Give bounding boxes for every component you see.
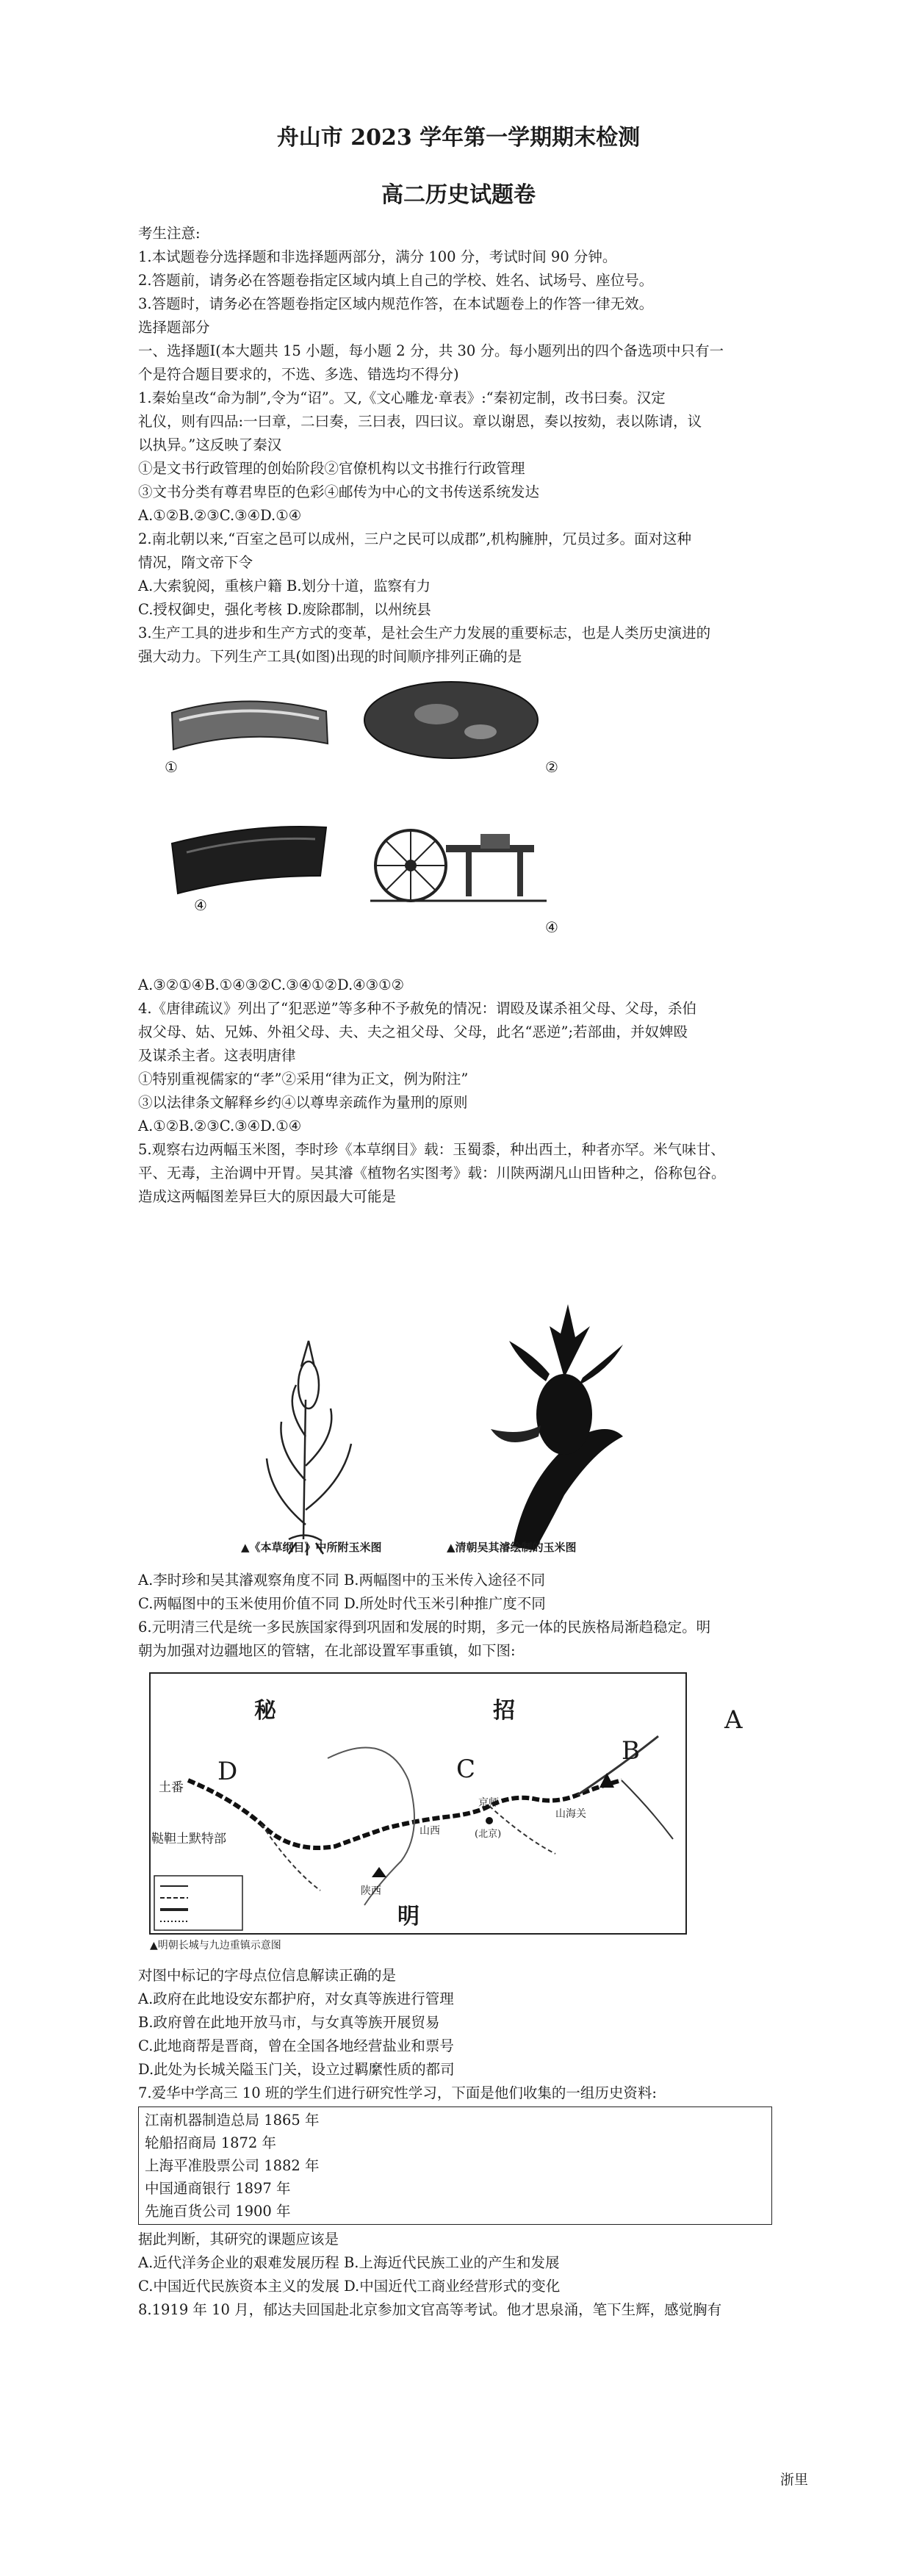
q6-question: 对图中标记的字母点位信息解读正确的是 — [138, 1967, 397, 1984]
table-row: 江南机器制造总局 1865 年 — [145, 2112, 320, 2129]
q5-option: C.两幅图中的玉米使用价值不同 D.所处时代玉米引种推广度不同 — [138, 1595, 546, 1612]
tool-3-label: ④ — [194, 896, 207, 914]
tool-1-image — [172, 701, 328, 749]
map-marker-d: D — [217, 1757, 238, 1786]
tool-1-label: ① — [165, 758, 178, 776]
q5-option: A.李时珍和吴其濬观察角度不同 B.两幅图中的玉米传入途径不同 — [138, 1572, 546, 1589]
q5-stem: 5.观察右边两幅玉米图，李时珍《本草纲目》载：玉蜀黍，种出西土，种者亦罕。米气味甘、 — [138, 1141, 725, 1158]
q4-statement: ①特别重视儒家的“孝”②采用“律为正文，例为附注” — [138, 1071, 469, 1087]
tool-4-image — [370, 830, 547, 901]
q7-option: A.近代洋务企业的艰难发展历程 B.上海近代民族工业的产生和发展 — [138, 2254, 560, 2271]
q3-stem: 3.生产工具的进步和生产方式的变革，是社会生产力发展的重要标志，也是人类历史演进的 — [138, 625, 711, 641]
corn-caption-wuqijun: ▲清朝吴其濬绘制的玉米图 — [447, 1541, 577, 1554]
map-marker-b: B — [622, 1736, 640, 1766]
q3-options: A.③②①④B.①④③②C.③④①②D.④③①② — [138, 976, 405, 993]
map-marker-a: A — [724, 1705, 743, 1735]
q4-stem: 叔父母、姑、兄姊、外祖父母、夫、夫之祖父母、父母，此名“恶逆”;若部曲，并奴婢殴 — [138, 1023, 688, 1040]
q6-option: A.政府在此地设安东都护府，对女真等族进行管理 — [138, 1990, 454, 2007]
map-label-tumote: 鞑靼土默特部 — [151, 1832, 226, 1846]
q5-corn-svg — [138, 1216, 779, 1561]
notice-heading: 考生注意: — [138, 225, 201, 242]
q1-statement: ③文书分类有尊君卑臣的色彩④邮传为中心的文书传送系统发达 — [138, 483, 540, 500]
q7-materials-table — [138, 2107, 772, 2225]
notice-item: 2.答题前，请务必在答题卷指定区域内填上自己的学校、姓名、试场号、座位号。 — [138, 272, 654, 289]
map-caption: ▲明朝长城与九边重镇示意图 — [150, 1940, 281, 1951]
q1-stem: 1.秦始皇改“命为制”,令为“诏”。又,《文心雕龙·章表》:“秦初定制，改书曰奏。汉定 — [138, 389, 666, 406]
q3-tools-svg — [157, 676, 569, 966]
table-row: 先施百货公司 1900 年 — [145, 2203, 291, 2220]
page-footer: 浙里 — [779, 2472, 808, 2488]
tool-4-label: ④ — [545, 918, 558, 936]
map-label-shanhaiguan: 山海关 — [555, 1808, 586, 1820]
q4-stem: 及谋杀主者。这表明唐律 — [138, 1047, 296, 1064]
q7-stem: 7.爱华中学高三 10 班的学生们进行研究性学习，下面是他们收集的一组历史资料: — [138, 2084, 657, 2101]
q5-corn-figure — [138, 1216, 779, 1561]
map-label-shanxi: 山西 — [420, 1825, 440, 1837]
map-label-north-1: 秘 — [254, 1698, 276, 1724]
q5-stem: 造成这两幅图差异巨大的原因最大可能是 — [138, 1188, 397, 1205]
q1-options: A.①②B.②③C.③④D.①④ — [138, 507, 302, 524]
map-label-north-2: 招 — [493, 1698, 515, 1724]
map-label-tufan: 土番 — [159, 1780, 184, 1795]
section-instruction: 一、选择题Ⅰ(本大题共 15 小题，每小题 2 分，共 30 分。每小题列出的四个备选项中只有一 — [138, 342, 724, 359]
q2-option: A.大索貌阅，重核户籍 B.划分十道，监察有力 — [138, 578, 431, 594]
q1-stem: 以执异。”这反映了秦汉 — [138, 436, 282, 453]
corn-caption-bencao: ▲《本草纲目》中所附玉米图 — [241, 1541, 382, 1554]
tool-3-image — [172, 827, 326, 893]
capital-marker — [486, 1817, 493, 1824]
q1-statement: ①是文书行政管理的创始阶段②官僚机构以文书推行行政管理 — [138, 460, 525, 477]
table-row: 中国通商银行 1897 年 — [145, 2180, 291, 2197]
q6-stem: 朝为加强对边疆地区的管辖，在北部设置军事重镇，如下图: — [138, 1642, 516, 1659]
q6-option: D.此处为长城关隘玉门关，设立过羁縻性质的都司 — [138, 2061, 455, 2078]
q4-statement: ③以法律条文解释乡约④以尊卑亲疏作为量刑的原则 — [138, 1094, 468, 1111]
map-label-shaanxi: 陕西 — [361, 1885, 381, 1897]
q4-stem: 4.《唐律疏议》列出了“犯恶逆”等多种不予赦免的情况：谓殴及谋杀祖父母、父母，杀伯 — [138, 1000, 697, 1017]
corn-drawing-wuqijun — [491, 1304, 623, 1550]
exam-subtitle: 高二历史试题卷 — [381, 182, 536, 208]
q8-stem: 8.1919 年 10 月，郁达夫回国赴北京参加文官高等考试。他才思泉涌，笔下生辉，感觉胸有 — [138, 2301, 722, 2318]
q6-option: B.政府曾在此地开放马市，与女真等族开展贸易 — [138, 2014, 440, 2031]
exam-content — [138, 123, 779, 2322]
table-row: 上海平准股票公司 1882 年 — [145, 2157, 320, 2174]
section-part: 选择题部分 — [138, 319, 210, 336]
map-label-ming: 明 — [397, 1904, 420, 1929]
map-label-capital-note: (北京) — [475, 1829, 502, 1840]
q4-options: A.①②B.②③C.③④D.①④ — [138, 1118, 302, 1134]
q7-option: C.中国近代民族资本主义的发展 D.中国近代工商业经营形式的变化 — [138, 2278, 561, 2295]
exam-title: 舟山市 2023 学年第一学期期末检测 — [276, 125, 641, 151]
table-row: 轮船招商局 1872 年 — [145, 2134, 277, 2151]
corn-drawing-bencao — [267, 1341, 351, 1555]
q6-stem: 6.元明清三代是统一多民族国家得到巩固和发展的时期，多元一体的民族格局渐趋稳定。明 — [138, 1619, 711, 1636]
q2-option: C.授权御史，强化考核 D.废除郡制，以州统县 — [138, 601, 431, 618]
notice-item: 3.答题时，请务必在答题卷指定区域内规范作答，在本试题卷上的作答一律无效。 — [138, 295, 654, 312]
q6-map-figure — [144, 1670, 776, 1957]
notice-item: 1.本试题卷分选择题和非选择题两部分，满分 100 分，考试时间 90 分钟。 — [138, 248, 617, 265]
map-label-capital: 京师 — [478, 1797, 499, 1809]
q3-stem: 强大动力。下列生产工具(如图)出现的时间顺序排列正确的是 — [138, 648, 522, 665]
section-instruction: 个是符合题目要求的，不选、多选、错选均不得分) — [138, 366, 459, 383]
q6-option: C.此地商帮是晋商，曾在全国各地经营盐业和票号 — [138, 2037, 454, 2054]
map-marker-c: C — [456, 1755, 476, 1784]
tool-2-label: ② — [545, 758, 558, 776]
q3-tools-figure — [157, 676, 569, 966]
q5-stem: 平、无毒，主治调中开胃。吴其濬《植物名实图考》载：川陕两湖凡山田皆种之，俗称包谷。 — [138, 1165, 726, 1181]
q1-stem: 礼仪，则有四品:一曰章，二曰奏，三曰表，四曰议。章以谢恩，奏以按劾，表以陈请，议 — [138, 413, 702, 430]
q6-map-svg — [144, 1670, 776, 1957]
q7-question: 据此判断，其研究的课题应该是 — [138, 2231, 339, 2248]
q2-stem: 2.南北朝以来,“百室之邑可以成州，三户之民可以成郡”,机构臃肿，冗员过多。面对这种 — [138, 530, 691, 547]
q2-stem: 情况，隋文帝下令 — [138, 554, 253, 571]
